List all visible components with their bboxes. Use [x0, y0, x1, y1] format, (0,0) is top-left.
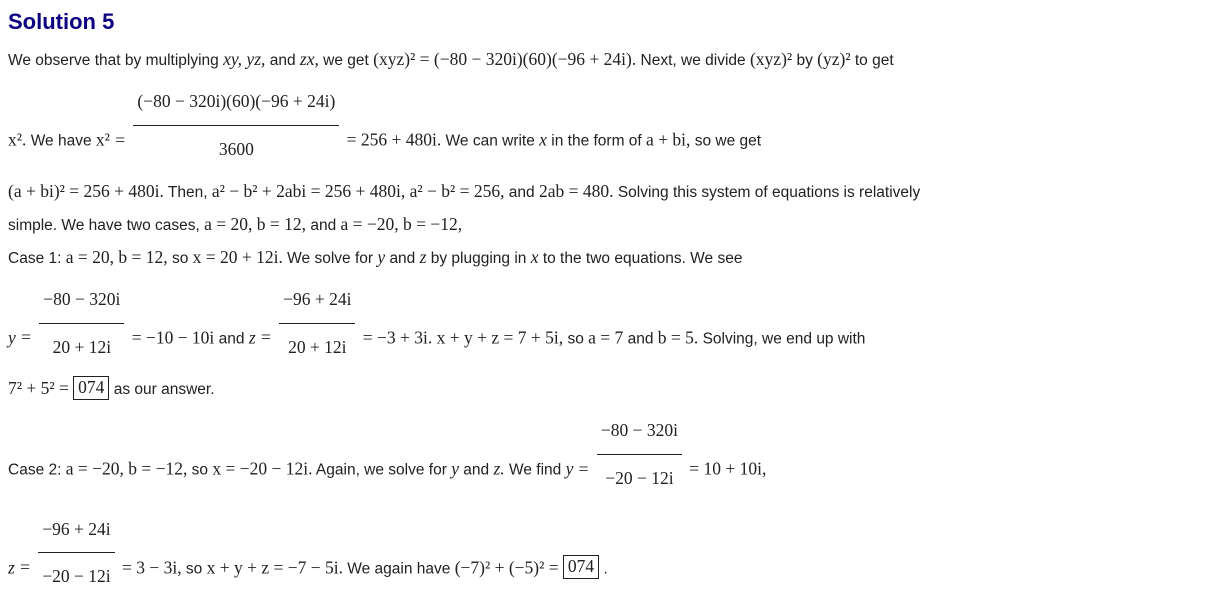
- math-squares-case1: 7² + 5² =: [8, 378, 69, 399]
- text-again-have: We again have: [347, 560, 451, 578]
- text-and-4: and: [389, 249, 416, 267]
- math-y-var-2: y: [451, 458, 459, 479]
- math-x-var: x: [539, 129, 547, 150]
- paragraph-1-continued-2: [8, 178, 1204, 205]
- fraction-denominator: 3600: [218, 138, 254, 159]
- paragraph-6: [8, 408, 1204, 500]
- math-case2-x: x = −20 − 12i.: [212, 458, 313, 479]
- math-case2-values-2: a = −20, b = −12,: [65, 458, 188, 479]
- math-z-case2-result: = 3 − 3i,: [121, 557, 182, 578]
- text-so-3: so: [191, 461, 209, 479]
- math-two-ab: 2ab = 480.: [538, 180, 614, 201]
- fraction-denominator: −20 − 12i: [605, 467, 674, 488]
- math-squares-case2: (−7)² + (−5)² =: [454, 557, 559, 578]
- text-case1-label: Case 1:: [8, 249, 62, 267]
- math-expansion: a² − b² + 2abi = 256 + 480i, a² − b² = 256,: [211, 180, 505, 201]
- paragraph-4: [8, 277, 1204, 369]
- text-observe: We observe that by multiplying: [8, 52, 219, 70]
- text-we-get: we get: [323, 52, 369, 70]
- text-and-1: and: [269, 52, 296, 70]
- math-case1-x: x = 20 + 12i.: [192, 246, 283, 267]
- text-again-solve: Again, we solve for: [315, 461, 447, 479]
- page-title: Solution 5: [8, 9, 115, 34]
- math-case1-values: a = 20, b = 12,: [204, 213, 307, 234]
- fraction-y-case1: [39, 277, 124, 369]
- math-a-equals-7: a = 7: [588, 327, 624, 348]
- fraction-numerator: −80 − 320i: [597, 408, 682, 455]
- math-sum-case2: x + y + z = −7 − 5i.: [206, 557, 343, 578]
- text-get-xsq: x².: [8, 129, 27, 150]
- fraction-x-squared: [133, 79, 339, 171]
- text-and-7: and: [463, 461, 490, 479]
- text-so-2: so: [567, 330, 584, 348]
- text-so-4: so: [185, 560, 203, 578]
- fraction-z-case2: [38, 507, 114, 599]
- boxed-answer-case1: 074: [73, 376, 109, 400]
- math-xy-yz: xy, yz,: [223, 49, 266, 70]
- paragraph-7: [8, 507, 1204, 599]
- math-x-squared: x²: [95, 129, 110, 150]
- paragraph-1: [8, 46, 1204, 73]
- text-so-1: so: [171, 249, 189, 267]
- text-in-form: in the form of: [551, 132, 642, 150]
- paragraph-1-continued: [8, 79, 1204, 171]
- math-y-case1-result: = −10 − 10i: [131, 327, 215, 348]
- text-case2-label: Case 2:: [8, 461, 62, 479]
- fraction-y-case2: [597, 408, 682, 500]
- text-and-2: and: [508, 183, 535, 201]
- fraction-numerator: −96 + 24i: [38, 507, 114, 554]
- text-as-answer: as our answer.: [113, 381, 215, 399]
- math-abi-squared: (a + bi)² = 256 + 480i.: [8, 180, 164, 201]
- fraction-z-case1: [279, 277, 355, 369]
- text-so-we-get: so we get: [694, 132, 762, 150]
- text-can-write: We can write: [445, 132, 535, 150]
- fraction-denominator: 20 + 12i: [288, 336, 347, 357]
- text-then: Then,: [167, 183, 208, 201]
- text-and-5: and: [218, 330, 245, 348]
- text-solving-end: Solving, we end up with: [702, 330, 866, 348]
- text-simple-two-cases: simple. We have two cases,: [8, 216, 200, 234]
- math-y-case2-result: = 10 + 10i,: [689, 458, 767, 479]
- text-next-divide: Next, we divide: [640, 52, 746, 70]
- math-z-dot: z.: [493, 458, 505, 479]
- math-equals-3: =: [260, 327, 271, 348]
- fraction-denominator: 20 + 12i: [52, 336, 112, 357]
- paragraph-5: [8, 375, 1204, 402]
- math-a-plus-bi: a + bi,: [646, 129, 691, 150]
- fraction-numerator: (−80 − 320i)(60)(−96 + 24i): [133, 79, 339, 126]
- math-y-var: y: [377, 246, 386, 267]
- fraction-numerator: −80 − 320i: [39, 277, 124, 324]
- text-we-find: We find: [508, 461, 562, 479]
- math-x-squared-result: = 256 + 480i.: [346, 129, 442, 150]
- fraction-denominator: −20 − 12i: [42, 566, 111, 587]
- math-xyz-squared-equation: (xyz)² = (−80 − 320i)(60)(−96 + 24i).: [373, 49, 637, 70]
- math-case1-values-2: a = 20, b = 12,: [65, 246, 168, 267]
- solution-body: [6, 46, 1204, 599]
- math-equals-1: =: [115, 129, 126, 150]
- math-z-lhs-2: z: [8, 557, 15, 578]
- math-zx: zx,: [299, 49, 319, 70]
- math-x-var-2: x: [530, 246, 539, 267]
- math-xyz-squared: (xyz)²: [749, 49, 793, 70]
- math-z-lhs: z: [248, 327, 256, 348]
- text-solving-system: Solving this system of equations is relatively: [617, 183, 921, 201]
- text-solve-for: We solve for: [287, 249, 374, 267]
- math-yz-squared: (yz)²: [817, 49, 851, 70]
- boxed-answer-case2: 074: [563, 555, 599, 579]
- text-plugging: by plugging in: [430, 249, 527, 267]
- text-we-have: We have: [30, 132, 92, 150]
- math-z-case1-result: = −3 + 3i. x + y + z = 7 + 5i,: [362, 327, 564, 348]
- paragraph-3: [8, 244, 1204, 271]
- text-by-1: by: [796, 52, 813, 70]
- math-equals-4: =: [578, 458, 589, 479]
- paragraph-2: [8, 211, 1204, 238]
- math-b-equals-5: b = 5.: [657, 327, 699, 348]
- math-z-var: z: [419, 246, 427, 267]
- text-two-equations: to the two equations. We see: [542, 249, 743, 267]
- text-and-3: and: [310, 216, 337, 234]
- math-equals-5: =: [20, 557, 30, 578]
- fraction-numerator: −96 + 24i: [279, 277, 355, 324]
- text-and-6: and: [627, 330, 654, 348]
- text-final-period: .: [603, 560, 608, 578]
- math-case2-values: a = −20, b = −12,: [340, 213, 463, 234]
- math-y-lhs: y: [8, 327, 16, 348]
- text-to-get: to get: [854, 52, 894, 70]
- math-y-lhs-2: y: [565, 458, 574, 479]
- math-equals-2: =: [21, 327, 31, 348]
